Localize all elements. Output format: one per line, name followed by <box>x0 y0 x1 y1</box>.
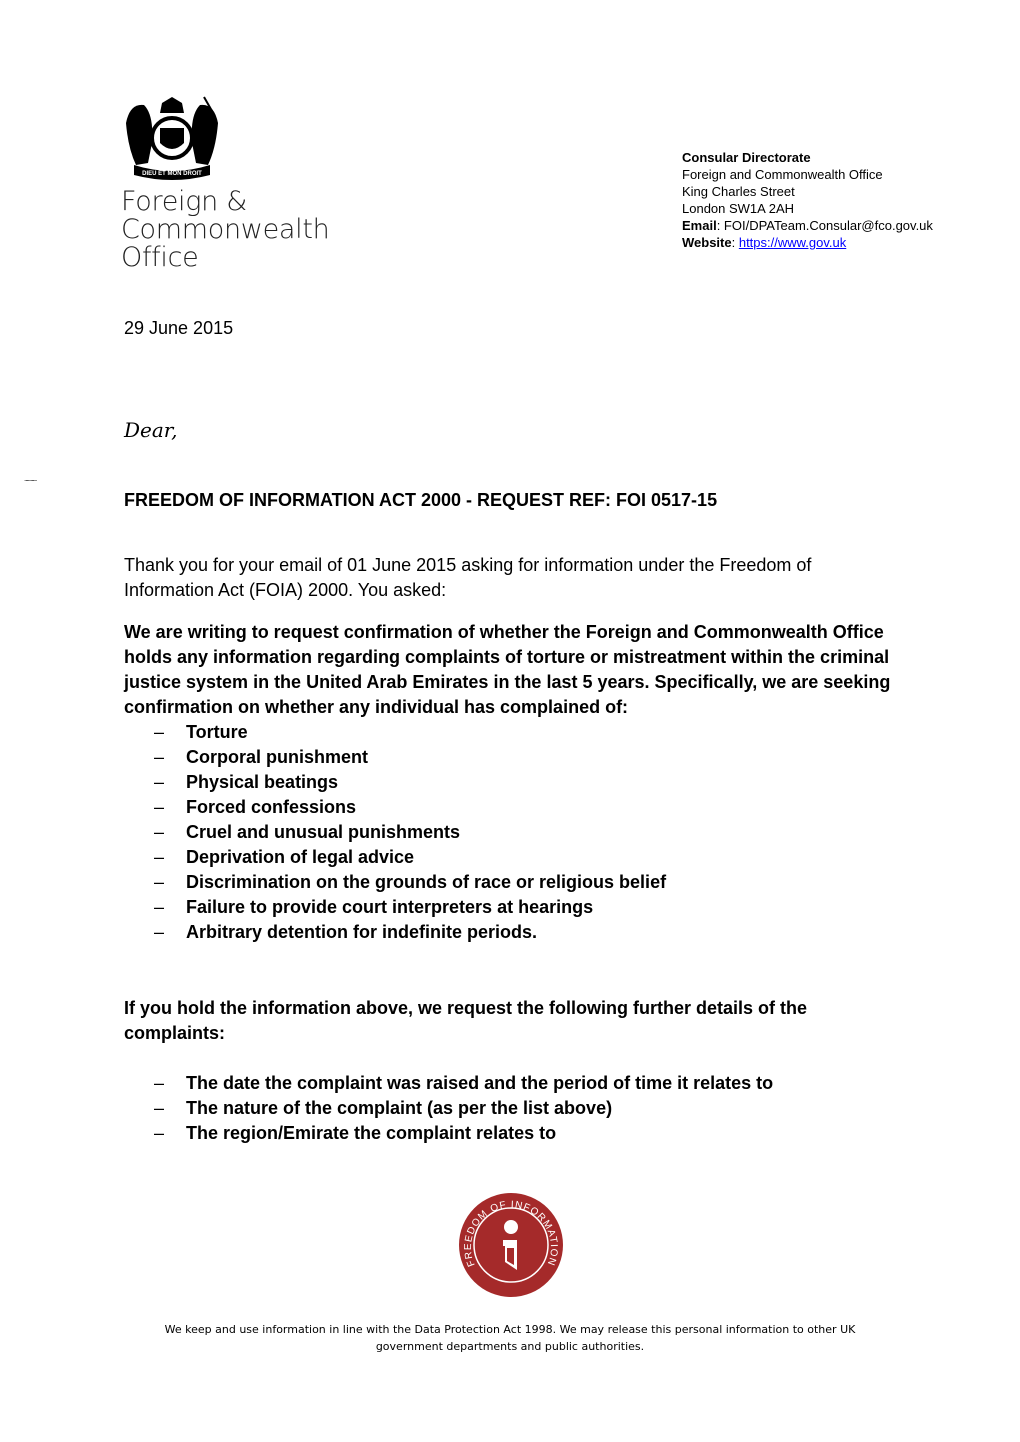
street: King Charles Street <box>682 184 795 199</box>
list-item <box>124 895 894 920</box>
list-item <box>124 1121 884 1146</box>
list-item-text: Arbitrary detention for indefinite periods. <box>186 922 538 942</box>
dash-bullet: – <box>154 772 165 792</box>
logo-line: Office <box>121 242 199 273</box>
list-item <box>124 770 894 795</box>
city: London SW1A 2AH <box>682 201 795 216</box>
dash-bullet: – <box>154 722 165 742</box>
dash-bullet: – <box>154 1123 165 1143</box>
dash-bullet: – <box>154 1098 165 1118</box>
department: Consular Directorate <box>682 150 811 165</box>
request-block <box>124 620 894 945</box>
website-line: Website: https://www.gov.uk <box>682 235 847 250</box>
dash-bullet: – <box>154 922 165 942</box>
list-item-text: The nature of the complaint (as per the list above) <box>186 1098 613 1118</box>
footer-line: We keep and use information in line with the Data Protection Act 1998. We may release this personal information to other UK <box>164 1323 856 1336</box>
dash-bullet: – <box>154 747 165 767</box>
svg-text:FREEDOM OF INFORMATION: FREEDOM OF INFORMATION <box>462 1199 560 1269</box>
list-item-text: Discrimination on the grounds of race or religious belief <box>186 872 667 892</box>
list-item <box>124 745 894 770</box>
list-item-text: Failure to provide court interpreters at hearings <box>186 897 594 917</box>
letter-heading: FREEDOM OF INFORMATION ACT 2000 - REQUEST REF: FOI 0517-15 <box>124 490 718 510</box>
list-item-text: Cruel and unusual punishments <box>186 822 461 842</box>
crest-motto: DIEU ET MON DROIT <box>142 171 202 177</box>
list-item <box>124 720 894 745</box>
dash-bullet: – <box>154 822 165 842</box>
request-items-list <box>124 720 894 945</box>
footer-notice <box>0 1321 1020 1355</box>
organisation-logo-text <box>121 188 329 272</box>
royal-crest-logo <box>116 93 228 183</box>
dotted-mark: .......... <box>24 474 37 483</box>
list-item-text: Torture <box>186 722 248 742</box>
email-label: Email <box>682 218 717 233</box>
list-item-text: Corporal punishment <box>186 747 369 767</box>
email-address: FOI/DPATeam.Consular@fco.gov.uk <box>723 218 933 233</box>
intro-paragraph: Thank you for your email of 01 June 2015 asking for information under the Freedom of Information Act (FOIA) 2000. You asked: <box>124 555 812 600</box>
request-paragraph: We are writing to request confirmation of whether the Foreign and Commonwealth Office holds any information regarding complaints of torture or mistreatment within the criminal justice system in the United Arab Emirates in the last 5 years. Specifically, we are seeking confirmation on whether any individual has complained of: <box>124 622 891 717</box>
organisation: Foreign and Commonwealth Office <box>682 167 883 182</box>
sender-address <box>682 149 933 251</box>
dash-bullet: – <box>154 847 165 867</box>
list-item-text: Physical beatings <box>186 772 339 792</box>
list-item-text: Deprivation of legal advice <box>186 847 415 867</box>
further-items-block <box>124 1071 884 1146</box>
list-item-text: The region/Emirate the complaint relates to <box>186 1123 557 1143</box>
email-line: Email: FOI/DPATeam.Consular@fco.gov.uk <box>682 218 933 233</box>
list-item <box>124 795 894 820</box>
logo-line: Foreign & <box>121 186 247 217</box>
list-item <box>124 820 894 845</box>
list-item <box>124 1071 884 1096</box>
website-link[interactable]: https://www.gov.uk <box>738 235 847 250</box>
list-item-text: The date the complaint was raised and the period of time it relates to <box>186 1073 774 1093</box>
list-item-text: Forced confessions <box>186 797 357 817</box>
list-item <box>124 845 894 870</box>
dash-bullet: – <box>154 797 165 817</box>
dash-bullet: – <box>154 872 165 892</box>
footer-line: government departments and public authorities. <box>375 1340 645 1353</box>
list-item <box>124 870 894 895</box>
list-item <box>124 1096 884 1121</box>
freedom-of-information-logo <box>455 1190 567 1300</box>
list-item <box>124 920 894 945</box>
further-paragraph: If you hold the information above, we request the following further details of the complaints: <box>124 998 808 1043</box>
logo-line: Commonwealth <box>121 214 330 245</box>
dash-bullet: – <box>154 897 165 917</box>
letter-date: 29 June 2015 <box>124 318 234 338</box>
further-items-list <box>124 1071 884 1146</box>
salutation: Dear, <box>124 418 178 442</box>
dash-bullet: – <box>154 1073 165 1093</box>
website-label: Website <box>682 235 732 250</box>
